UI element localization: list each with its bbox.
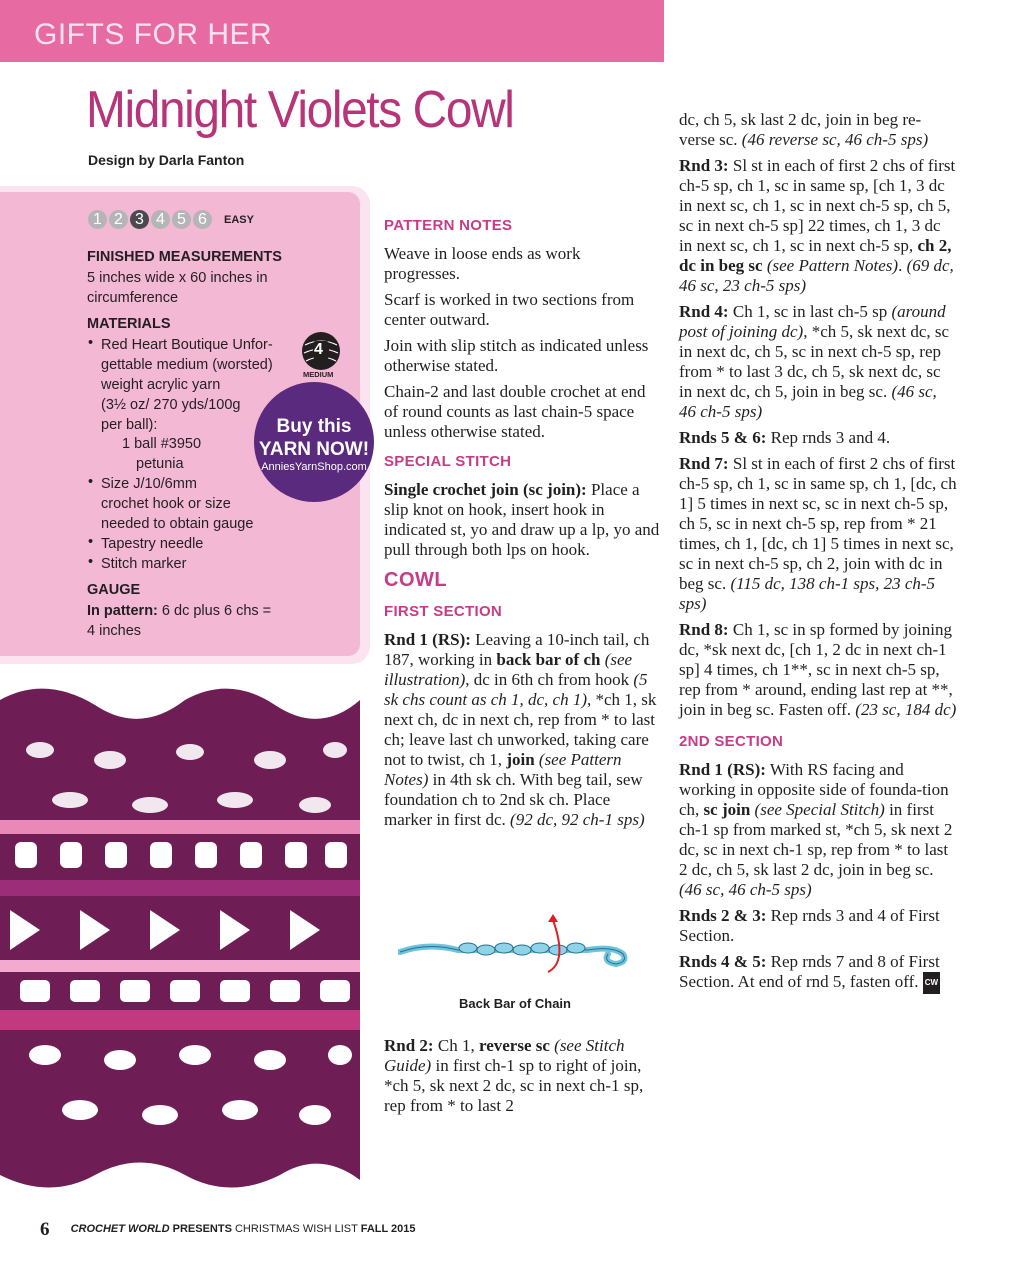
cowl-heading: COWL <box>384 569 448 591</box>
buy-line-2: YARN NOW! <box>258 439 370 460</box>
special-stitch-body: Place a slip knot on hook, insert hook in indicated st, yo and draw up a lp, yo and pull through both lps on hook. <box>384 480 660 559</box>
rnd7-label: Rnd 7: <box>679 454 729 473</box>
illustration-caption: Back Bar of Chain <box>459 996 571 1011</box>
rnd2-label: Rnd 2: <box>384 1036 434 1055</box>
material-2-line-2: crochet hook or size <box>101 496 231 512</box>
skill-level-5: 5 <box>172 210 191 229</box>
rnd7-text <box>679 454 957 614</box>
buy-site[interactable]: AnniesYarnShop.com <box>261 461 367 473</box>
material-2-line-3: needed to obtain gauge <box>101 516 254 532</box>
end-mark-icon: CW <box>923 972 940 994</box>
material-4: Stitch marker <box>101 556 187 572</box>
second-section-heading: 2ND SECTION <box>679 733 784 750</box>
note-4: Chain-2 and last double crochet at end of round counts as last chain-5 space unless otherwise stated. <box>384 382 646 441</box>
rnd3-b1: ch 2, dc in beg sc <box>679 236 952 275</box>
material-1-line-1: Red Heart Boutique Unfor- <box>101 337 273 353</box>
bullet: • <box>88 534 94 550</box>
second-rnd1-t1: With RS facing and working in opposite side of founda-tion ch, <box>679 760 949 819</box>
skill-level-1: 1 <box>88 210 107 229</box>
rnd56-text <box>679 428 957 448</box>
skill-level-4: 4 <box>151 210 170 229</box>
rnd8-label: Rnd 8: <box>679 620 729 639</box>
second-rnd45-text <box>679 952 957 994</box>
rnd1-t3: , *ch 1, sk next ch, dc in next ch, rep from * to last ch; leave last ch unworked, taking care not to twist, ch 1, <box>384 690 657 769</box>
material-1-line-2: gettable medium (worsted) <box>101 357 273 373</box>
skill-level-label: EASY <box>224 213 254 226</box>
rnd3-t2: . <box>898 256 907 275</box>
rnd1-i2: (5 sk chs count as ch 1, dc, ch 1) <box>384 670 648 709</box>
issue-season: FALL 2015 <box>360 1223 416 1235</box>
material-2-line-1: Size J/10/6mm <box>101 476 197 492</box>
rnd3-i2: (69 dc, 46 sc, 23 ch-5 sps) <box>679 256 954 295</box>
section-banner <box>0 0 664 62</box>
skill-level-3: 3 <box>130 210 149 229</box>
material-1-line-5: per ball): <box>101 417 158 433</box>
rnd1-text <box>384 630 660 830</box>
finished-line-2: circumference <box>87 290 179 306</box>
material-1-sub-2: petunia <box>136 456 184 472</box>
column-2-bottom <box>384 1036 660 1122</box>
rnd8-i1: (23 sc, 184 dc) <box>855 700 957 719</box>
rnd2-b1: reverse sc <box>478 1036 550 1055</box>
page-title: Midnight Violets Cowl <box>86 81 514 139</box>
rnd2-continued <box>679 110 957 150</box>
magazine-name: CROCHET WORLD <box>70 1223 170 1235</box>
skill-level <box>88 210 254 229</box>
yarn-weight-number: 4 <box>314 341 323 358</box>
page-footer <box>40 1219 416 1241</box>
rnd7-i1: (115 dc, 138 ch-1 sps, 23 ch-5 sps) <box>679 574 936 613</box>
byline: Design by Darla Fanton <box>88 152 245 168</box>
page-number: 6 <box>40 1219 50 1240</box>
rnd3-t1: Sl st in each of first 2 chs of first ch-5 sp, ch 1, sc in same sp, [ch 1, 3 dc in next sc, ch 1, sc in next ch-5 sp, ch 5, sc in next ch-5 sp] 22 times, ch 1, 3 dc in next sc, ch 1, sc in next ch-5 sp, <box>679 156 956 255</box>
rnd2-i1: (see Stitch Guide) <box>384 1036 625 1075</box>
column-3 <box>679 110 957 1000</box>
rnd56-t1: Rep rnds 3 and 4. <box>766 428 891 447</box>
second-rnd23-label: Rnds 2 & 3: <box>679 906 767 925</box>
material-1-line-4: (3½ oz/ 270 yds/100g <box>101 397 241 413</box>
second-rnd23-t1: Rep rnds 3 and 4 of First Section. <box>679 906 940 945</box>
cowl-photo <box>0 680 370 1200</box>
note-2: Scarf is worked in two sections from center outward. <box>384 290 635 329</box>
note-3: Join with slip stitch as indicated unless otherwise stated. <box>384 336 649 375</box>
gauge-heading: GAUGE <box>87 582 141 598</box>
rnd4-label: Rnd 4: <box>679 302 729 321</box>
special-stitch-label: Single crochet join (sc join): <box>384 480 587 499</box>
second-rnd45-label: Rnds 4 & 5: <box>679 952 767 971</box>
buy-line-1: Buy this <box>276 416 352 437</box>
finished-heading: FINISHED MEASUREMENTS <box>87 249 282 265</box>
issue-name: CHRISTMAS WISH LIST <box>234 1223 358 1235</box>
material-1-sub-1: 1 ball #3950 <box>122 436 202 452</box>
rnd8-t1: Ch 1, sc in sp formed by joining dc, *sk next dc, [ch 1, 2 dc in next ch-1 sp] 4 times, ch 1**, sc in next ch-5 sp, rep from * around, ending last rep at **, join in beg sc. Fasten off. <box>679 620 953 719</box>
rnd1-label: Rnd 1 (RS): <box>384 630 471 649</box>
special-stitch-text <box>384 480 660 560</box>
footer-presents: PRESENTS <box>172 1223 232 1235</box>
column-2 <box>384 216 660 836</box>
rnd1-b2: join <box>506 750 535 769</box>
material-3: Tapestry needle <box>101 536 204 552</box>
rnd1-t2: , dc in 6th ch from hook <box>465 670 634 689</box>
second-rnd1-t2: in first ch-1 sp from marked st, *ch 5, sk next 2 dc, sc in next ch-1 sp, rep from * to last 2 dc, ch 5, sk last 2 dc, join in beg sc. <box>679 800 953 879</box>
rnd4-t1: Ch 1, sc in last ch-5 sp <box>728 302 892 321</box>
yarn-weight-label: MEDIUM <box>303 370 334 379</box>
gauge-text: 6 dc plus 6 chs = <box>161 603 272 619</box>
bullet: • <box>88 474 94 490</box>
gauge-line-1 <box>87 601 271 621</box>
rnd8-text <box>679 620 957 720</box>
rnd2-cont-text: dc, ch 5, sk last 2 dc, join in beg re-verse sc. <box>679 110 922 149</box>
rnd4-t2: , *ch 5, sk next dc, sc in next dc, ch 5, sc in next ch-5 sp, rep from * to last 3 dc, ch 5, sk next dc, sc in next dc, ch 5, join in beg sc. <box>679 322 950 401</box>
rnd2-cont-count: (46 reverse sc, 46 ch-5 sps) <box>741 130 929 149</box>
second-rnd45-t1: Rep rnds 7 and 8 of First Section. At end of rnd 5, fasten off. <box>679 952 940 991</box>
yarn-weight-icon <box>301 331 341 379</box>
buy-yarn-badge[interactable] <box>254 382 374 502</box>
rnd3-label: Rnd 3: <box>679 156 729 175</box>
skill-level-2: 2 <box>109 210 128 229</box>
rnd4-text <box>679 302 957 422</box>
rnd3-text <box>679 156 957 296</box>
rnd1-b1: back bar of ch <box>496 650 601 669</box>
rnd1-t4: in 4th sk ch. With beg tail, sew foundation ch to 2nd sk ch. Place marker in first dc. <box>384 770 643 829</box>
finished-line-1: 5 inches wide x 60 inches in <box>87 270 268 286</box>
gauge-line-2: 4 inches <box>87 623 142 639</box>
note-1: Weave in loose ends as work progresses. <box>384 244 581 283</box>
section-banner-label: GIFTS FOR HER <box>34 18 273 51</box>
second-rnd1-i2: (46 sc, 46 ch-5 sps) <box>679 880 812 899</box>
materials-heading: MATERIALS <box>87 316 171 332</box>
rnd2-t1: Ch 1, <box>433 1036 479 1055</box>
second-rnd23-text <box>679 906 957 946</box>
rnd2-text <box>384 1036 660 1116</box>
back-bar-illustration <box>398 912 634 988</box>
rnd1-i1: (see illustration) <box>384 650 633 689</box>
first-section-heading: FIRST SECTION <box>384 603 503 620</box>
special-stitch-heading: SPECIAL STITCH <box>384 453 512 470</box>
rnd3-i1: (see Pattern Notes) <box>762 256 899 275</box>
second-rnd1-label: Rnd 1 (RS): <box>679 760 766 779</box>
second-rnd1-i1: (see Special Stitch) <box>750 800 885 819</box>
second-rnd1-b1: sc join <box>703 800 751 819</box>
material-1-line-3: weight acrylic yarn <box>101 377 221 393</box>
rnd56-label: Rnds 5 & 6: <box>679 428 767 447</box>
rnd4-i2: (46 sc, 46 ch-5 sps) <box>679 382 937 421</box>
second-rnd1-text <box>679 760 957 900</box>
gauge-label: In pattern: <box>87 603 158 619</box>
bullet: • <box>88 335 94 351</box>
skill-level-6: 6 <box>193 210 212 229</box>
pattern-notes-heading: PATTERN NOTES <box>384 217 513 234</box>
rnd1-t1: Leaving a 10-inch tail, ch 187, working in <box>384 630 650 669</box>
bullet: • <box>88 554 94 570</box>
rnd1-i3: (see Pattern Notes) <box>384 750 622 789</box>
rnd4-i1: (around post of joining dc) <box>679 302 946 341</box>
rnd2-t2: in first ch-1 sp to right of join, *ch 5, sk next 2 dc, sc in next ch-1 sp, rep from * to last 2 <box>384 1056 644 1115</box>
rnd1-i4: (92 dc, 92 ch-1 sps) <box>510 810 645 829</box>
rnd7-t1: Sl st in each of first 2 chs of first ch-5 sp, ch 1, sc in same sp, ch 1, [dc, ch 1] 5 times in next sc, sc in next ch-5 sp, ch 5, sc in next ch-5 sp, rep from * 21 times, ch 1, [dc, ch 1] 5 times in next sc, sc in next ch-5 sp, ch 2, join with dc in beg sc. <box>679 454 957 593</box>
